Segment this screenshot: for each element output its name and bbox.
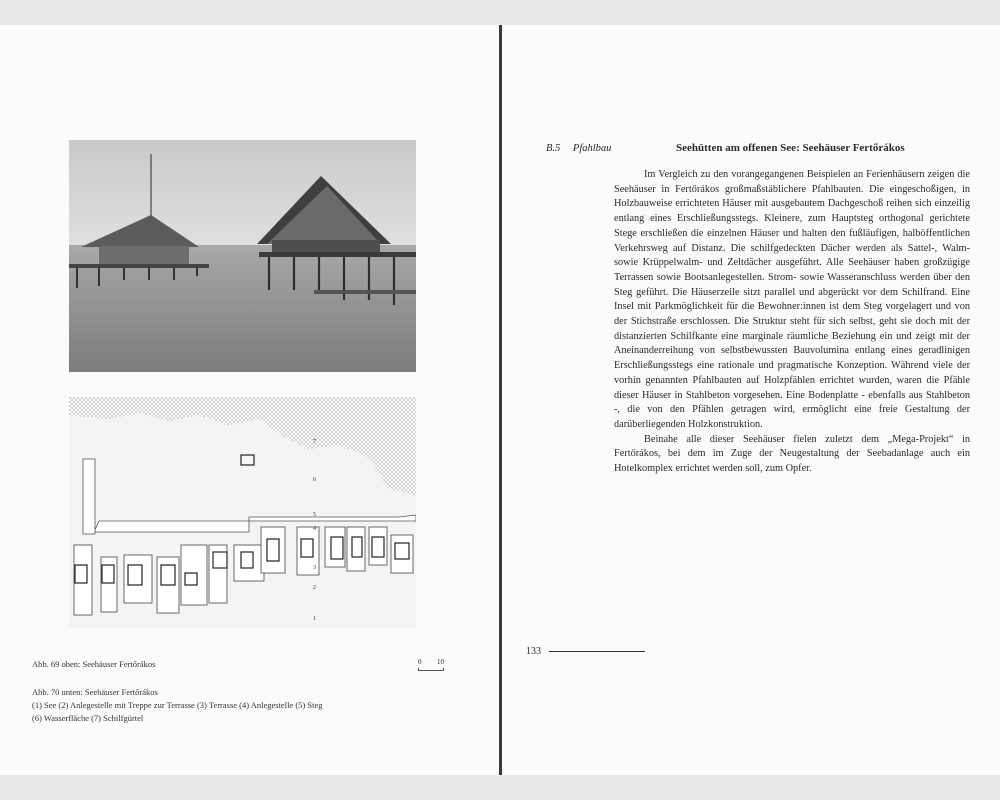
figure-70-caption xyxy=(32,686,322,725)
page-number-rule xyxy=(549,651,645,652)
plan-label-6: 6 xyxy=(313,477,316,483)
figure-70-caption-line-1: (1) See (2) Anlegestelle mit Treppe zur Terrasse (3) Terrasse (4) Anlegestelle (5) Steg xyxy=(32,700,323,710)
section-number: B.5 xyxy=(546,143,561,154)
article-body xyxy=(614,168,970,477)
section-name: Pfahlbau xyxy=(572,143,612,154)
plan-label-2: 2 xyxy=(313,585,316,591)
site-plan-drawing xyxy=(69,397,416,628)
plan-label-5: 5 xyxy=(313,512,316,518)
book-gutter xyxy=(499,25,502,775)
figure-70-caption-line-2: (6) Wasserfläche (7) Schilfgürtel xyxy=(32,713,144,723)
article-paragraph-2: Beinahe alle dieser Seehäuser fielen zuletzt dem „Mega-Projekt“ in Fertőrákos, bei dem im Zuge der Neugestaltung der Seebadanlage auch ein Hotelkomplex errichtet werden soll, zum Opfer. xyxy=(614,433,970,475)
scale-bar-line xyxy=(418,668,444,671)
article-title: Seehütten am offenen See: Seehäuser Fertőrákos xyxy=(676,142,905,154)
scale-max-label: 10 xyxy=(437,658,444,666)
plan-label-4: 4 xyxy=(313,526,316,532)
page-number-text: 133 xyxy=(526,646,541,657)
stilt-houses-photo xyxy=(69,140,416,372)
plan-label-7: 7 xyxy=(313,439,316,445)
figure-70-caption-title: Abb. 70 unten: Seehäuser Fertőrákos xyxy=(32,687,158,697)
plan-label-3: 3 xyxy=(313,565,316,571)
section-label xyxy=(546,143,621,154)
page-number xyxy=(526,646,645,657)
article-paragraph-1: Im Vergleich zu den vorangegangenen Beispielen an Ferienhäusern zeigen die Seehäuser in Fertőrákos großmaßstäblichere Pfahlbauten. Die eingeschoßigen, in Holzbauweise errichteten Häuser mit ausgebautem Dachgeschoß reihen sich einzeilig entlang eines Erschließungsstegs. Kleinere, zum Hauptsteg orthogonal gerichtete Stege erschließen die einzelnen Häuser und halten den fußläufigen, halböffentlichen Verkehrsweg auf Distanz. Die schilfgedeckten Dächer werden als Sattel-, Walm- sowie Krüppelwalm- und Zeltdächer ausgeführt. Alle Seehäuser haben großzügige Terrassen sowie Bootsanlegestellen. Strom- sowie Wasseranschluss werden über den Steg geführt. Die Häuserzeile sitzt parallel und abgerückt vor dem Schilfrand. Eine Insel mit Parkmöglichkeit für die Bewohner:innen ist dem Steg vorgelagert und von der Stichstraße erschlossen. Die Struktur steht für sich selbst, geht sie doch mit der distanzierten Schilfkante eine marginale räumliche Beziehung ein und zeigt mit der Aneinanderreihung von selbstbewussten Bauvolumina entlang eines geradlinigen Erschließungsstegs eine rationale und pragmatische Konzeption. Während viele der vorhin genannten Pfahlbauten auf Holzpfählen errichtet wurden, waren die Pfähle dieser Häuser in Stahlbeton vorgesehen. Eine Bodenplatte - ebenfalls aus Stahlbeton -, die von den Pfählen getragen wird, ermöglicht eine freie Gestaltung der darüberliegenden Holzkonstruktion. xyxy=(614,169,970,430)
plan-scale-bar xyxy=(418,658,444,676)
plan-label-1: 1 xyxy=(313,616,316,622)
figure-69-caption: Abb. 69 oben: Seehäuser Fertőrákos xyxy=(32,659,156,669)
scale-min-label: 0 xyxy=(418,658,422,666)
